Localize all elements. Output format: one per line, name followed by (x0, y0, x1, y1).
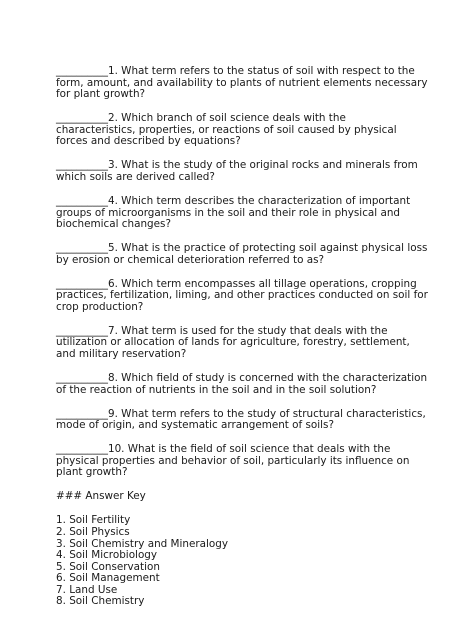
document-page (56, 65, 432, 608)
question-1: __________1. What term refers to the status of soil with respect to the form, amount, and availability to plants of nutrient elements necessary for plant growth? (56, 65, 431, 101)
answer-item-3: 3. Soil Chemistry and Mineralogy (56, 537, 229, 550)
question-8: __________8. Which field of study is concerned with the characterization of the reaction of nutrients in the soil and in the soil solution? (56, 372, 431, 396)
answer-item-1: 1. Soil Fertility (56, 514, 131, 527)
question-4: __________4. Which term describes the characterization of important groups of microorganisms in the soil and their role in physical and biochemical changes? (56, 194, 414, 231)
answer-item-4: 4. Soil Microbiology (56, 549, 158, 562)
question-2: __________2. Which branch of soil science deals with the characteristics, properties, or reactions of soil caused by physical forces and described by equations? (56, 112, 400, 148)
answer-item-8: 8. Soil Chemistry (56, 595, 145, 608)
question-5: __________5. What is the practice of protecting soil against physical loss by erosion or chemical deterioration referred to as? (56, 242, 431, 266)
answer-key-list (56, 515, 428, 608)
question-6: __________6. Which term encompasses all tillage operations, cropping practices, fertilization, liming, and other practices conducted on soil for crop production? (56, 277, 432, 313)
answer-item-2: 2. Soil Physics (56, 525, 130, 538)
question-9: __________9. What term refers to the study of structural characteristics, mode of origin, and systematic arrangement of soils? (56, 407, 430, 432)
answer-item-5: 5. Soil Conservation (56, 560, 160, 573)
question-7: __________7. What term is used for the study that deals with the utilization or allocation of lands for agriculture, forestry, settlement, and military reservation? (56, 324, 414, 361)
answer-key-heading: ### Answer Key (56, 490, 146, 503)
answer-item-7: 7. Land Use (56, 583, 118, 596)
question-10: __________10. What is the field of soil science that deals with the physical properties and behavior of soil, particularly its influence on plant growth? (56, 443, 413, 479)
question-3: __________3. What is the study of the original rocks and minerals from which soils are derived called? (56, 159, 422, 183)
answer-item-6: 6. Soil Management (56, 572, 160, 585)
